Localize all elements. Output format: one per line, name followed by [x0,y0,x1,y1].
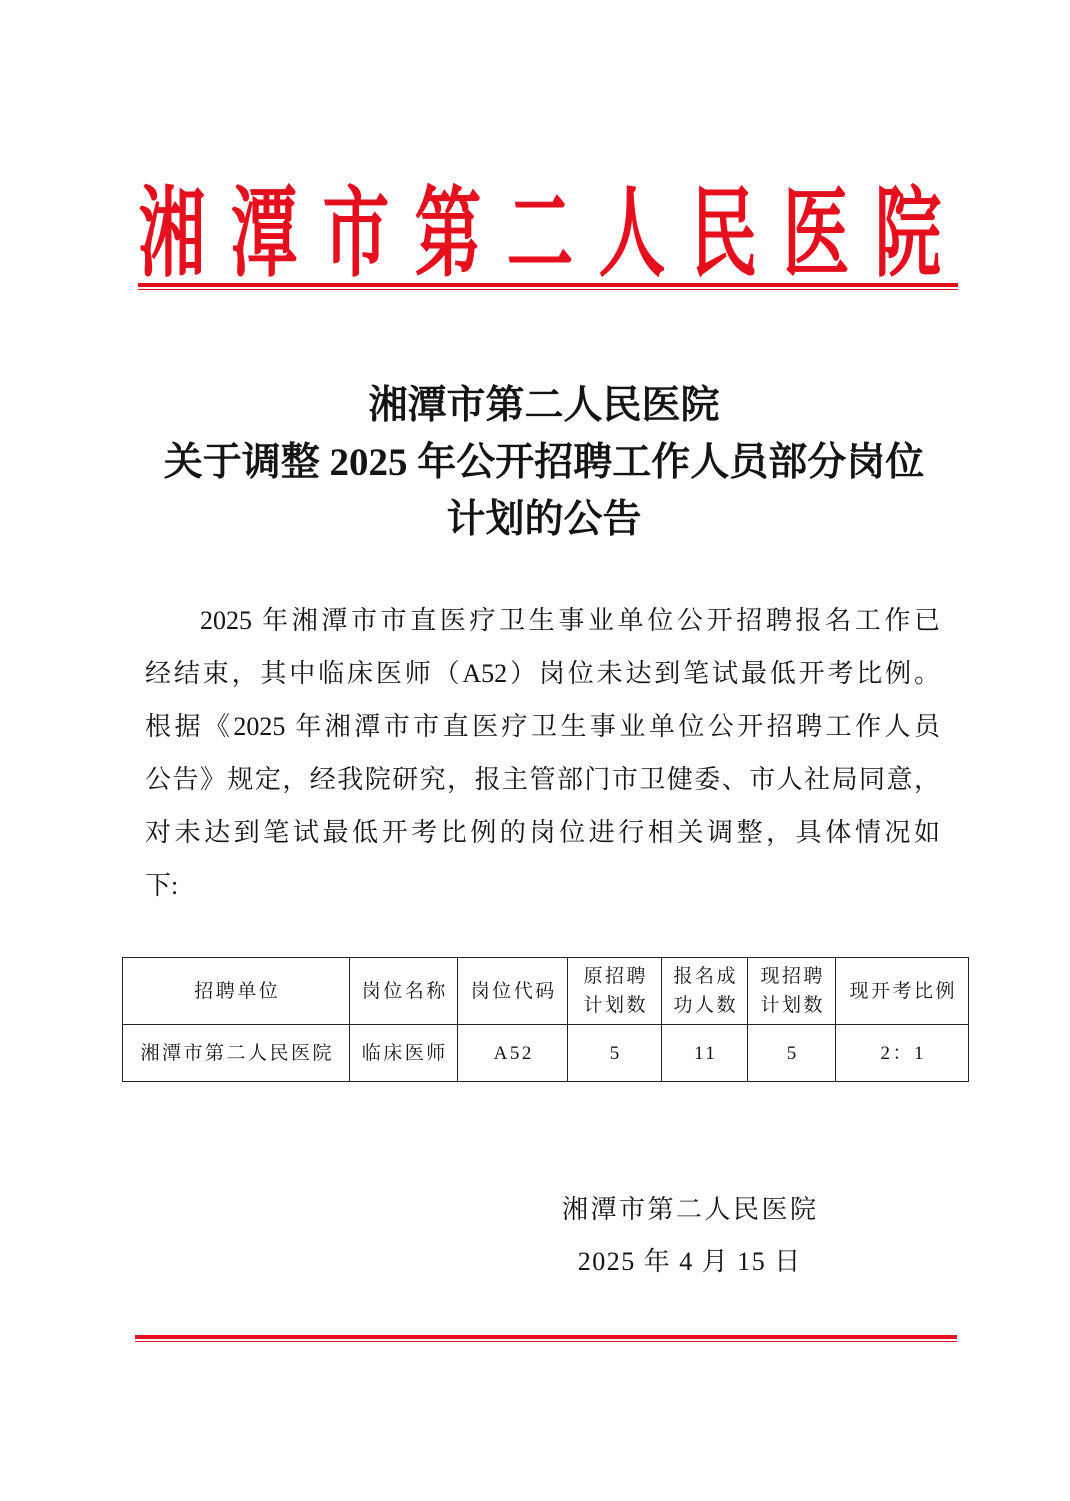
letterhead-glyph: 第 [414,181,482,289]
body-line: 根据《2025 年湘潭市市直医疗卫生事业单位公开招聘工作人员 [145,712,940,741]
letterhead-char [507,180,573,290]
letterhead-glyph: 医 [782,181,850,289]
signature-date: 2025 年 4 月 15 日 [577,1247,802,1276]
letterhead-char [139,180,205,290]
notice-body-paragraph [145,594,940,912]
signature-block [489,1184,889,1288]
body-line: 对未达到笔试最低开考比例的岗位进行相关调整，具体情况如 [145,818,940,847]
letterhead-char [599,180,665,290]
header-line: 计划数 [760,995,825,1016]
header-line: 报名成 [673,966,738,987]
letterhead-char [415,180,481,290]
body-line: 2025 年湘潭市市直医疗卫生事业单位公开招聘报名工作已 [200,606,940,635]
letterhead-glyph: 院 [874,181,942,289]
cell-recruiting-unit: 湘潭市第二人民医院 [123,1025,350,1082]
header-line: 现开考比例 [849,980,957,1002]
letterhead-glyph: 潭 [230,181,298,289]
header-line: 现招聘 [760,966,825,987]
cell-position-code: A52 [458,1025,568,1082]
cell-position-name: 临床医师 [350,1025,458,1082]
header-position-name [350,958,458,1025]
footer-red-rule [135,1335,957,1342]
notice-title-line: 关于调整 2025 年公开招聘工作人员部分岗位 [163,441,925,484]
letterhead-char [691,180,757,290]
cell-original-plan: 5 [568,1025,662,1082]
letterhead-glyph: 人 [598,181,666,289]
header-line: 原招聘 [583,966,648,987]
header-registered-count [662,958,748,1025]
table-row [123,1025,969,1082]
letterhead-char [231,180,297,290]
position-plan-table [122,957,969,1082]
body-line: 经结束，其中临床医师（A52）岗位未达到笔试最低开考比例。 [145,659,940,688]
notice-title [94,377,994,548]
header-line: 招聘单位 [194,980,281,1002]
cell-exam-ratio: 2：1 [836,1025,969,1082]
header-exam-ratio [836,958,969,1025]
letterhead-glyph: 民 [690,181,758,289]
notice-title-line: 计划的公告 [446,498,642,541]
header-line: 岗位代码 [470,980,557,1002]
header-line: 功人数 [673,995,738,1016]
letterhead-title [139,180,941,290]
header-line: 计划数 [583,995,648,1016]
body-line: 公告》规定，经我院研究，报主管部门市卫健委、市人社局同意， [145,765,940,794]
cell-registered-count: 11 [662,1025,748,1082]
header-line: 岗位名称 [361,980,448,1002]
header-current-plan [748,958,836,1025]
cell-current-plan: 5 [748,1025,836,1082]
signature-organization: 湘潭市第二人民医院 [561,1195,819,1224]
header-original-plan [568,958,662,1025]
letterhead-glyph: 湘 [138,181,206,289]
header-position-code [458,958,568,1025]
letterhead-red-rule [138,283,958,290]
notice-title-line: 湘潭市第二人民医院 [368,384,720,427]
letterhead-glyph: 市 [322,181,390,289]
letterhead-glyph: 二 [506,181,574,289]
letterhead-char [783,180,849,290]
header-recruiting-unit [123,958,350,1025]
letterhead-char [875,180,941,290]
table-header-row [123,958,969,1025]
letterhead-char [323,180,389,290]
body-line: 下: [145,871,179,900]
